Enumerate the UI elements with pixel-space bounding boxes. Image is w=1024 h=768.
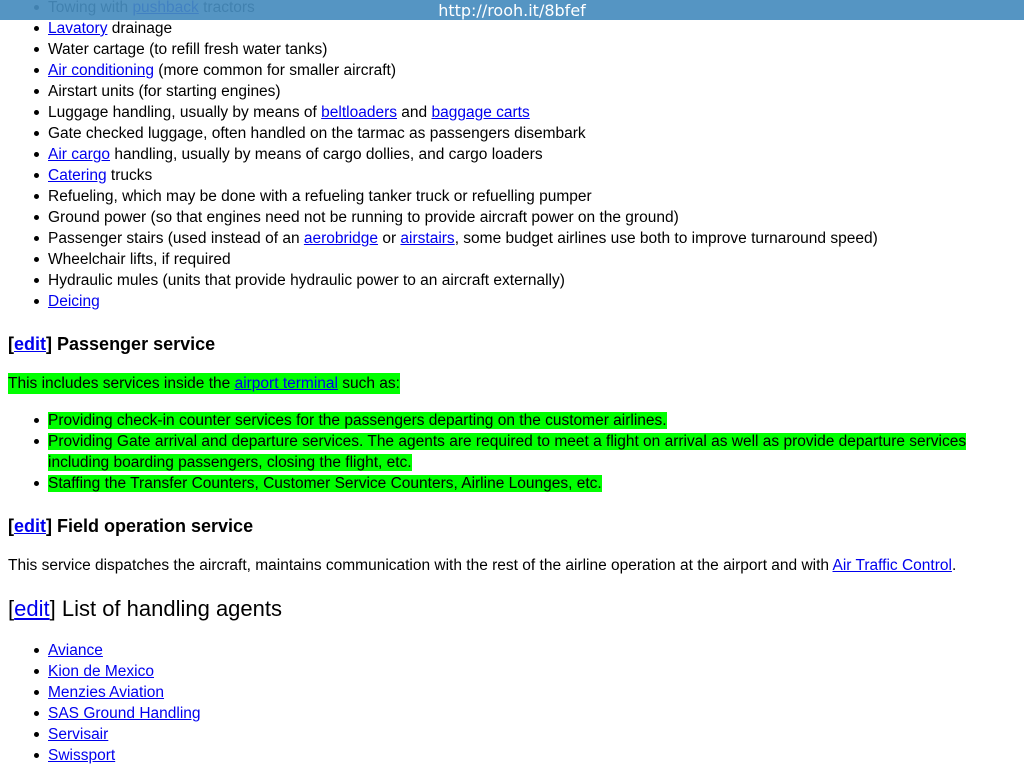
list-item: Catering trucks xyxy=(48,165,1024,186)
edit-link[interactable]: edit xyxy=(14,596,50,621)
kion-de-mexico-link[interactable]: Kion de Mexico xyxy=(48,663,154,680)
air-traffic-control-link[interactable]: Air Traffic Control xyxy=(832,557,952,574)
lavatory-link[interactable]: Lavatory xyxy=(48,20,108,37)
edit-link[interactable]: edit xyxy=(14,334,47,354)
list-item xyxy=(48,640,1024,661)
ground-services-list xyxy=(0,0,1024,312)
list-item: Wheelchair lifts, if required xyxy=(48,249,1024,270)
list-item: Ground power (so that engines need not be running to provide aircraft power on the ground) xyxy=(48,207,1024,228)
air-cargo-link[interactable]: Air cargo xyxy=(48,146,111,163)
list-item xyxy=(48,745,1024,766)
list-item xyxy=(48,661,1024,682)
list-item: Air conditioning (more common for smaller aircraft) xyxy=(48,60,1024,81)
list-item: Hydraulic mules (units that provide hydraulic power to an aircraft externally) xyxy=(48,270,1024,291)
list-item: Water cartage (to refill fresh water tanks) xyxy=(48,39,1024,60)
list-item xyxy=(48,724,1024,745)
beltloaders-link[interactable]: beltloaders xyxy=(321,104,397,121)
list-item: Providing check-in counter services for the passengers departing on the customer airlines. xyxy=(48,410,1024,431)
field-operation-text: This service dispatches the aircraft, maintains communication with the rest of the airline operation at the airport and with Air Traffic Control. xyxy=(8,557,957,574)
list-item: Airstart units (for starting engines) xyxy=(48,81,1024,102)
servisair-link[interactable]: Servisair xyxy=(48,726,109,743)
list-item xyxy=(48,682,1024,703)
deicing-link[interactable]: Deicing xyxy=(48,293,100,310)
list-item xyxy=(48,703,1024,724)
airstairs-link[interactable]: airstairs xyxy=(400,230,455,247)
catering-link[interactable]: Catering xyxy=(48,167,107,184)
baggage-carts-link[interactable]: baggage carts xyxy=(431,104,530,121)
air-conditioning-link[interactable]: Air conditioning xyxy=(48,62,154,79)
list-item: Providing Gate arrival and departure services. The agents are required to meet a flight on arrival as well as provide departure services including boarding passengers, closing the flight, etc. xyxy=(48,431,1024,473)
list-item: Passenger stairs (used instead of an aerobridge or airstairs, some budget airlines use both to improve turnaround speed) xyxy=(48,228,1024,249)
list-item: Staffing the Transfer Counters, Customer Service Counters, Airline Lounges, etc. xyxy=(48,473,1024,494)
sas-ground-handling-link[interactable]: SAS Ground Handling xyxy=(48,705,201,722)
aerobridge-link[interactable]: aerobridge xyxy=(303,230,379,247)
edit-link[interactable]: edit xyxy=(14,516,47,536)
list-item: Luggage handling, usually by means of beltloaders and baggage carts xyxy=(48,102,1024,123)
passenger-service-heading: [edit] Passenger service xyxy=(8,334,216,354)
field-operation-heading: [edit] Field operation service xyxy=(8,516,254,536)
passenger-intro: This includes services inside the airport terminal such as: xyxy=(8,375,400,392)
list-item xyxy=(48,291,1024,312)
airport-terminal-link[interactable]: airport terminal xyxy=(234,375,338,392)
url-overlay-bar xyxy=(0,0,1024,20)
swissport-link[interactable]: Swissport xyxy=(48,747,116,764)
list-item: Air cargo handling, usually by means of cargo dollies, and cargo loaders xyxy=(48,144,1024,165)
list-item: Lavatory drainage xyxy=(48,18,1024,39)
handling-agents-list xyxy=(0,640,1024,766)
url-text: http://rooh.it/8bfef xyxy=(438,1,586,20)
list-item: Refueling, which may be done with a refueling tanker truck or refuelling pumper xyxy=(48,186,1024,207)
handling-agents-heading: [edit] List of handling agents xyxy=(8,596,283,621)
menzies-aviation-link[interactable]: Menzies Aviation xyxy=(48,684,165,701)
passenger-services-list xyxy=(0,410,1024,494)
list-item: Gate checked luggage, often handled on the tarmac as passengers disembark xyxy=(48,123,1024,144)
aviance-link[interactable]: Aviance xyxy=(48,642,103,659)
